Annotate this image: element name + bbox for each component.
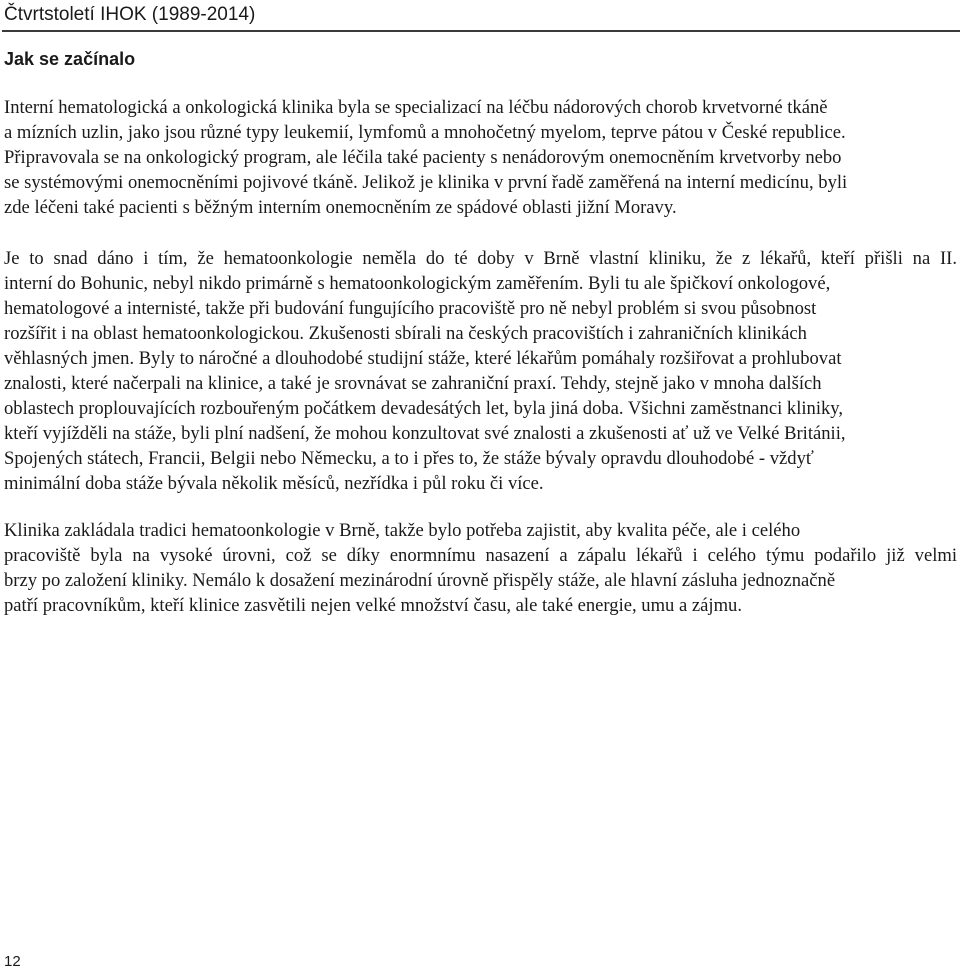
- paragraph-line: Interní hematologická a onkologická klinika byla se specializací na léčbu nádorových chorob krvetvorné tkáně: [4, 97, 828, 118]
- section-title: Jak se začínalo: [4, 49, 136, 69]
- paragraph-3: [4, 518, 957, 618]
- paragraph-1: [4, 95, 957, 220]
- page-header: [2, 2, 960, 32]
- paragraph-line: Spojených státech, Francii, Belgii nebo Německu, a to i přes to, že stáže bývaly opravdu dlouhodobé - vždyť: [4, 448, 814, 469]
- paragraph-line: kteří vyjížděli na stáže, byli plní nadšení, že mohou konzultovat své znalosti a zkušenosti ať už ve Velké Británii,: [4, 423, 846, 444]
- paragraph-line: a mízních uzlin, jako jsou různé typy leukemií, lymfomů a mnohočetný myelom, teprve pátou v České republice.: [4, 122, 846, 143]
- paragraph-line: patří pracovníkům, kteří klinice zasvětili nejen velké množství času, ale také energie, umu a zájmu.: [4, 595, 742, 616]
- paragraph-line: rozšířit i na oblast hematoonkologickou. Zkušenosti sbírali na českých pracovištích i zahraničních klinikách: [4, 323, 807, 344]
- page-number: 12: [4, 953, 21, 970]
- paragraph-line: brzy po založení kliniky. Nemálo k dosažení mezinárodní úrovně přispěly stáže, ale hlavní zásluha jednoznačně: [4, 570, 836, 591]
- paragraph-line: Je to snad dáno i tím, že hematoonkologie neměla do té doby v Brně vlastní kliniku, že z lékařů, kteří přišli na II.: [4, 248, 957, 269]
- paragraph-line: pracoviště byla na vysoké úrovni, což se díky enormnímu nasazení a zápalu lékařů i celého týmu podařilo již velmi: [4, 545, 958, 566]
- paragraph-line: se systémovými onemocněními pojivové tkáně. Jelikož je klinika v první řadě zaměřená na interní medicínu, byli: [4, 172, 848, 193]
- paragraph-line: Připravovala se na onkologický program, ale léčila také pacienty s nenádorovým onemocněním krvetvorby nebo: [4, 147, 842, 168]
- paragraph-2: [4, 246, 957, 496]
- paragraph-line: zde léčeni také pacienti s běžným interním onemocněním ze spádové oblasti jižní Moravy.: [4, 197, 677, 218]
- paragraph-line: znalosti, které načerpali na klinice, a také je srovnávat se zahraniční praxí. Tehdy, stejně jako v mnoha dalších: [4, 373, 822, 394]
- paragraph-line: Klinika zakládala tradici hematoonkologie v Brně, takže bylo potřeba zajistit, aby kvalita péče, ale i celého: [4, 520, 801, 541]
- paragraph-line: minimální doba stáže bývala několik měsíců, nezřídka i půl roku či více.: [4, 473, 544, 494]
- paragraph-line: interní do Bohunic, nebyl nikdo primárně s hematoonkologickým zaměřením. Byli tu ale špičkoví onkologové,: [4, 273, 831, 294]
- paragraph-line: hematologové a internisté, takže při budování fungujícího pracoviště pro ně nebyl problém si svou působnost: [4, 298, 817, 319]
- paragraph-line: věhlasných jmen. Byly to náročné a dlouhodobé studijní stáže, které lékařům pomáhaly rozšiřovat a prohlubovat: [4, 348, 842, 369]
- paragraph-line: oblastech proplouvajících rozbouřeným počátkem devadesátých let, byla jiná doba. Všichni zaměstnanci kliniky,: [4, 398, 844, 419]
- header-title: Čtvrtstoletí IHOK (1989-2014): [4, 4, 256, 25]
